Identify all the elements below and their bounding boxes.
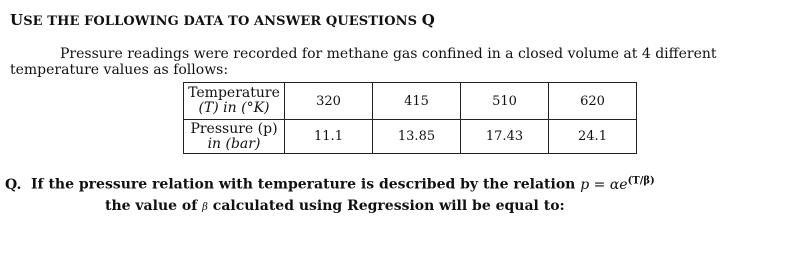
temperature-cell: 620: [549, 83, 637, 120]
question-number: Q.: [5, 176, 22, 193]
heading-last-letter: Q: [421, 11, 435, 29]
question-line2-post: calculated using Regression will be equal to:: [207, 197, 565, 214]
section-heading: [10, 11, 435, 29]
pressure-cell: 24.1: [549, 120, 637, 154]
question-block: [5, 170, 655, 218]
formula-base: p = αe: [580, 176, 628, 193]
pressure-cell: 11.1: [285, 120, 373, 154]
temperature-row: [184, 83, 637, 120]
formula: [580, 177, 655, 193]
heading-text: SE THE FOLLOWING DATA TO ANSWER QUESTIONS: [23, 14, 422, 29]
pressure-header-line1: Pressure (p): [190, 120, 278, 137]
intro-paragraph: Pressure readings were recorded for methane gas confined in a closed volume at 4 different temperature values as follows:: [10, 46, 717, 78]
question-line-2: [5, 196, 655, 218]
formula-exponent: (T/β): [627, 175, 655, 186]
question-text: If the pressure relation with temperature is described by the relation: [31, 176, 581, 193]
question-line2-pre: the value of: [105, 197, 203, 214]
temperature-cell: 320: [285, 83, 373, 120]
pressure-cell: 13.85: [373, 120, 461, 154]
pressure-header: [184, 120, 285, 154]
beta-symbol: β: [202, 201, 208, 213]
heading-first-letter: U: [10, 11, 24, 29]
question-line-1: [5, 170, 655, 196]
temperature-cell: 510: [461, 83, 549, 120]
temperature-header-line1: Temperature: [188, 85, 280, 101]
temperature-header: [184, 83, 285, 120]
pressure-cell: 17.43: [461, 120, 549, 154]
pressure-row: [184, 120, 637, 154]
temperature-cell: 415: [373, 83, 461, 120]
data-table: [183, 82, 637, 154]
pressure-header-line2: in (bar): [207, 135, 261, 152]
temperature-header-line2: (T) in (°K): [198, 100, 270, 116]
